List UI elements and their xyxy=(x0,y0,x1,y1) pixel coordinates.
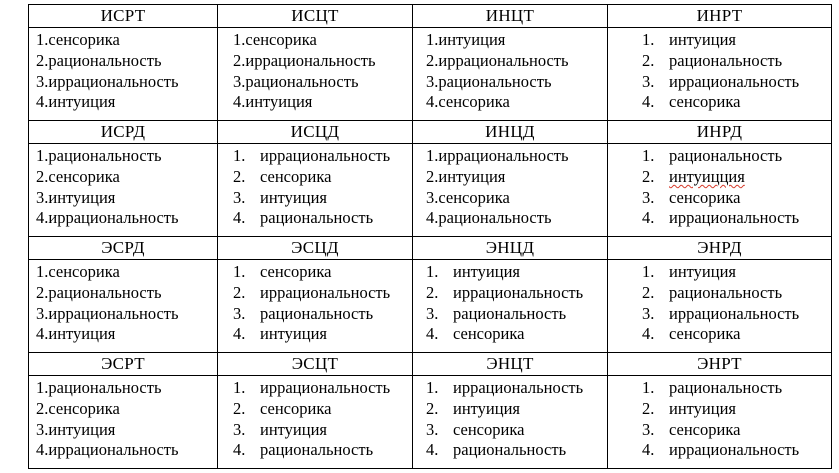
item-number: 1. xyxy=(642,146,655,165)
function-list-item xyxy=(608,72,831,93)
function-list-item xyxy=(29,188,217,209)
function-name: интуиция xyxy=(260,419,327,439)
function-list-item xyxy=(608,92,831,113)
function-list-item xyxy=(608,283,831,304)
type-code-heading: ЭСРД xyxy=(29,237,218,260)
function-list-item xyxy=(29,399,217,420)
type-function-cell xyxy=(29,144,218,237)
type-code-heading: ЭСЦТ xyxy=(218,353,413,376)
function-name: сенсорика xyxy=(669,187,741,207)
item-number: 3. xyxy=(233,303,246,323)
item-number: 2. xyxy=(36,282,49,302)
function-name: интуиция xyxy=(260,324,327,344)
type-table xyxy=(28,4,832,469)
function-name: сенсорика xyxy=(260,398,332,418)
function-list-item xyxy=(413,283,607,304)
function-list-item xyxy=(218,283,412,304)
function-list-item xyxy=(413,304,607,325)
item-number: 3. xyxy=(233,187,246,207)
item-number: 4. xyxy=(233,440,246,460)
type-function-cell xyxy=(608,260,832,353)
function-list-item xyxy=(608,208,831,229)
function-list-item xyxy=(218,30,412,51)
function-name: иррациональность xyxy=(438,50,569,70)
function-name: сенсорика xyxy=(245,30,317,49)
type-code-heading: ИСЦТ xyxy=(218,5,413,28)
function-list-item xyxy=(608,304,831,325)
item-number: 3. xyxy=(36,71,49,91)
type-function-cell xyxy=(218,28,413,121)
item-number: 2. xyxy=(233,282,246,302)
item-number: 4. xyxy=(36,208,49,228)
type-code-heading: ИСРД xyxy=(29,121,218,144)
item-number: 4. xyxy=(36,92,49,112)
item-number: 3. xyxy=(426,71,439,91)
function-list-item xyxy=(29,92,217,113)
item-number: 1. xyxy=(426,30,439,49)
function-name: сенсорика xyxy=(48,262,120,281)
function-list-item xyxy=(218,167,412,188)
function-name: иррациональность xyxy=(453,282,584,302)
item-number: 4. xyxy=(426,440,439,460)
item-number: 1. xyxy=(36,378,49,397)
item-number: 4. xyxy=(233,324,246,344)
function-name: сенсорика xyxy=(438,92,510,112)
function-name: иррациональность xyxy=(669,71,800,91)
function-list-item xyxy=(413,440,607,461)
function-name: сенсорика xyxy=(48,30,120,49)
header-row xyxy=(29,5,832,28)
function-list-item xyxy=(218,324,412,345)
function-name: интуиция xyxy=(245,92,313,112)
function-list xyxy=(29,376,217,461)
function-name: иррациональность xyxy=(260,146,391,165)
item-number: 1. xyxy=(233,378,246,397)
function-list-item xyxy=(608,51,831,72)
function-list xyxy=(413,144,607,229)
item-number: 2. xyxy=(36,50,49,70)
type-code-heading: ЭСЦД xyxy=(218,237,413,260)
item-number: 3. xyxy=(642,187,655,207)
header-row xyxy=(29,237,832,260)
function-name: рациональность xyxy=(48,282,162,302)
type-code-heading: ЭНЦД xyxy=(413,237,608,260)
type-code-heading: ИНРД xyxy=(608,121,832,144)
item-number: 3. xyxy=(426,187,439,207)
function-list-item xyxy=(413,324,607,345)
item-number: 4. xyxy=(426,92,439,112)
function-name: иррациональность xyxy=(48,303,179,323)
function-name: рациональность xyxy=(669,282,783,302)
function-name: сенсорика xyxy=(260,262,332,281)
function-name: сенсорика xyxy=(260,166,332,186)
type-code-heading: ЭНРТ xyxy=(608,353,832,376)
item-number: 1. xyxy=(642,30,655,49)
item-number: 1. xyxy=(426,378,439,397)
function-list-item xyxy=(218,188,412,209)
item-number: 1. xyxy=(36,30,49,49)
item-number: 1. xyxy=(426,262,439,281)
function-list-item xyxy=(608,30,831,51)
type-table-body xyxy=(29,5,832,469)
item-number: 2. xyxy=(233,166,246,186)
item-number: 2. xyxy=(36,398,49,418)
function-list-item xyxy=(413,262,607,283)
function-name: рациональность xyxy=(245,71,359,91)
function-list-item xyxy=(608,262,831,283)
function-list-item xyxy=(29,262,217,283)
type-code-heading: ИНЦТ xyxy=(413,5,608,28)
function-name: сенсорика xyxy=(48,398,120,418)
item-number: 4. xyxy=(642,440,655,460)
function-list-item xyxy=(413,167,607,188)
function-name: рациональность xyxy=(260,303,374,323)
function-name: интуиция xyxy=(669,30,736,49)
function-name: рациональность xyxy=(48,146,162,165)
function-list-item xyxy=(218,262,412,283)
function-name: иррациональность xyxy=(669,440,800,460)
function-list-item xyxy=(218,51,412,72)
function-list-item xyxy=(413,399,607,420)
function-name: интуиция xyxy=(453,262,520,281)
function-list-item xyxy=(413,92,607,113)
item-number: 1. xyxy=(36,146,49,165)
function-list-item xyxy=(608,167,831,188)
function-list-item xyxy=(413,51,607,72)
function-list-item xyxy=(29,208,217,229)
function-list-item xyxy=(413,378,607,399)
item-number: 2. xyxy=(233,398,246,418)
item-number: 2. xyxy=(426,50,439,70)
function-name: рациональность xyxy=(453,440,567,460)
function-name: интуиция xyxy=(48,419,116,439)
function-name: сенсорика xyxy=(48,166,120,186)
item-number: 2. xyxy=(426,166,439,186)
item-number: 1. xyxy=(233,146,246,165)
item-number: 2. xyxy=(642,50,655,70)
item-number: 3. xyxy=(36,187,49,207)
type-function-cell xyxy=(29,376,218,469)
function-list-item xyxy=(608,324,831,345)
function-name: интуиция xyxy=(669,398,736,418)
type-code-heading: ИСРТ xyxy=(29,5,218,28)
item-number: 3. xyxy=(233,419,246,439)
function-list-item xyxy=(218,304,412,325)
item-number: 1. xyxy=(233,30,246,49)
content-row xyxy=(29,144,832,237)
function-list-item xyxy=(413,420,607,441)
function-list xyxy=(218,28,412,113)
item-number: 3. xyxy=(642,71,655,91)
function-name: интуиция xyxy=(48,187,116,207)
type-function-cell xyxy=(608,376,832,469)
function-list-item xyxy=(413,208,607,229)
type-function-cell xyxy=(218,376,413,469)
function-list-item xyxy=(218,420,412,441)
type-code-heading: ЭНЦТ xyxy=(413,353,608,376)
header-row xyxy=(29,353,832,376)
function-list-item xyxy=(29,30,217,51)
function-list-item xyxy=(413,146,607,167)
item-number: 2. xyxy=(426,398,439,418)
function-list xyxy=(218,260,412,345)
function-list xyxy=(608,28,831,113)
type-function-cell xyxy=(29,260,218,353)
item-number: 2. xyxy=(426,282,439,302)
function-name: сенсорика xyxy=(438,187,510,207)
function-name: рациональность xyxy=(669,146,783,165)
function-list-item xyxy=(218,72,412,93)
function-list xyxy=(29,144,217,229)
function-name: сенсорика xyxy=(669,419,741,439)
function-name: рациональность xyxy=(669,50,783,70)
function-name: иррациональность xyxy=(438,146,569,165)
item-number: 2. xyxy=(233,50,246,70)
type-function-cell xyxy=(218,144,413,237)
item-number: 3. xyxy=(426,303,439,323)
function-list-item xyxy=(413,72,607,93)
function-list-item xyxy=(29,51,217,72)
item-number: 1. xyxy=(642,262,655,281)
function-list-item xyxy=(218,208,412,229)
function-name: иррациональность xyxy=(669,208,800,228)
item-number: 3. xyxy=(426,419,439,439)
content-row xyxy=(29,376,832,469)
type-function-cell xyxy=(413,260,608,353)
function-list-item xyxy=(29,324,217,345)
function-name: сенсорика xyxy=(669,324,741,344)
item-number: 1. xyxy=(642,378,655,397)
function-list-item xyxy=(608,420,831,441)
function-list-item xyxy=(608,188,831,209)
item-number: 2. xyxy=(642,398,655,418)
item-number: 4. xyxy=(642,92,655,112)
item-number: 4. xyxy=(36,440,49,460)
function-list-item xyxy=(413,188,607,209)
function-name: интуиция xyxy=(48,324,116,344)
type-code-heading: ЭСРТ xyxy=(29,353,218,376)
function-list xyxy=(608,376,831,461)
item-number: 4. xyxy=(426,208,439,228)
function-name: сенсорика xyxy=(669,92,741,112)
item-number: 2. xyxy=(36,166,49,186)
type-code-heading: ИНЦД xyxy=(413,121,608,144)
function-name: иррациональность xyxy=(669,303,800,323)
function-list xyxy=(413,260,607,345)
function-list xyxy=(218,376,412,461)
header-row xyxy=(29,121,832,144)
function-name: интуиция xyxy=(438,30,506,49)
function-name: интуиция xyxy=(438,166,506,186)
function-list-item xyxy=(29,378,217,399)
function-list-item xyxy=(218,146,412,167)
function-name: рациональность xyxy=(453,303,567,323)
function-list xyxy=(608,144,831,229)
function-name: сенсорика xyxy=(453,324,525,344)
function-name: иррациональность xyxy=(48,208,179,228)
content-row xyxy=(29,260,832,353)
function-list xyxy=(413,28,607,113)
function-name: рациональность xyxy=(48,378,162,397)
item-number: 4. xyxy=(642,208,655,228)
function-name: рациональность xyxy=(48,50,162,70)
function-list-item xyxy=(29,420,217,441)
function-list xyxy=(218,144,412,229)
item-number: 1. xyxy=(36,262,49,281)
function-name: интуиция xyxy=(260,187,327,207)
item-number: 4. xyxy=(36,324,49,344)
function-name: иррациональность xyxy=(260,378,391,397)
function-name: иррациональность xyxy=(453,378,584,397)
function-name: иррациональность xyxy=(245,50,376,70)
function-name: иррациональность xyxy=(260,282,391,302)
function-list-item xyxy=(29,72,217,93)
item-number: 4. xyxy=(426,324,439,344)
function-list-item xyxy=(608,146,831,167)
function-list-item xyxy=(608,440,831,461)
type-function-cell xyxy=(608,144,832,237)
item-number: 2. xyxy=(642,166,655,186)
function-list-item xyxy=(29,283,217,304)
function-list-item xyxy=(29,167,217,188)
function-name: рациональность xyxy=(438,208,552,228)
type-function-cell xyxy=(413,376,608,469)
function-name: рациональность xyxy=(260,208,374,228)
item-number: 4. xyxy=(233,208,246,228)
function-name: интуиция xyxy=(48,92,116,112)
function-name-misspelled: интуицция xyxy=(669,166,745,186)
function-name: сенсорика xyxy=(453,419,525,439)
function-list-item xyxy=(608,378,831,399)
function-list xyxy=(29,28,217,113)
content-row xyxy=(29,28,832,121)
type-function-cell xyxy=(608,28,832,121)
function-name: рациональность xyxy=(669,378,783,397)
function-list-item xyxy=(29,146,217,167)
type-code-heading: ИСЦД xyxy=(218,121,413,144)
item-number: 3. xyxy=(642,303,655,323)
function-name: интуиция xyxy=(453,398,520,418)
function-name: интуиция xyxy=(669,262,736,281)
function-list-item xyxy=(29,304,217,325)
type-function-cell xyxy=(29,28,218,121)
function-name: иррациональность xyxy=(48,440,179,460)
item-number: 2. xyxy=(642,282,655,302)
item-number: 3. xyxy=(642,419,655,439)
function-list-item xyxy=(218,399,412,420)
function-list-item xyxy=(413,30,607,51)
type-code-heading: ЭНРД xyxy=(608,237,832,260)
function-list-item xyxy=(29,440,217,461)
item-number: 4. xyxy=(233,92,246,112)
type-function-cell xyxy=(218,260,413,353)
type-code-heading: ИНРТ xyxy=(608,5,832,28)
function-list-item xyxy=(218,440,412,461)
item-number: 4. xyxy=(642,324,655,344)
function-list xyxy=(29,260,217,345)
item-number: 1. xyxy=(233,262,246,281)
type-function-cell xyxy=(413,28,608,121)
type-function-cell xyxy=(413,144,608,237)
function-name: рациональность xyxy=(260,440,374,460)
item-number: 1. xyxy=(426,146,439,165)
item-number: 3. xyxy=(36,303,49,323)
function-list-item xyxy=(218,92,412,113)
function-list-item xyxy=(608,399,831,420)
function-list-item xyxy=(218,378,412,399)
item-number: 3. xyxy=(36,419,49,439)
item-number: 3. xyxy=(233,71,246,91)
function-list xyxy=(413,376,607,461)
function-name: иррациональность xyxy=(48,71,179,91)
function-name: рациональность xyxy=(438,71,552,91)
function-list xyxy=(608,260,831,345)
